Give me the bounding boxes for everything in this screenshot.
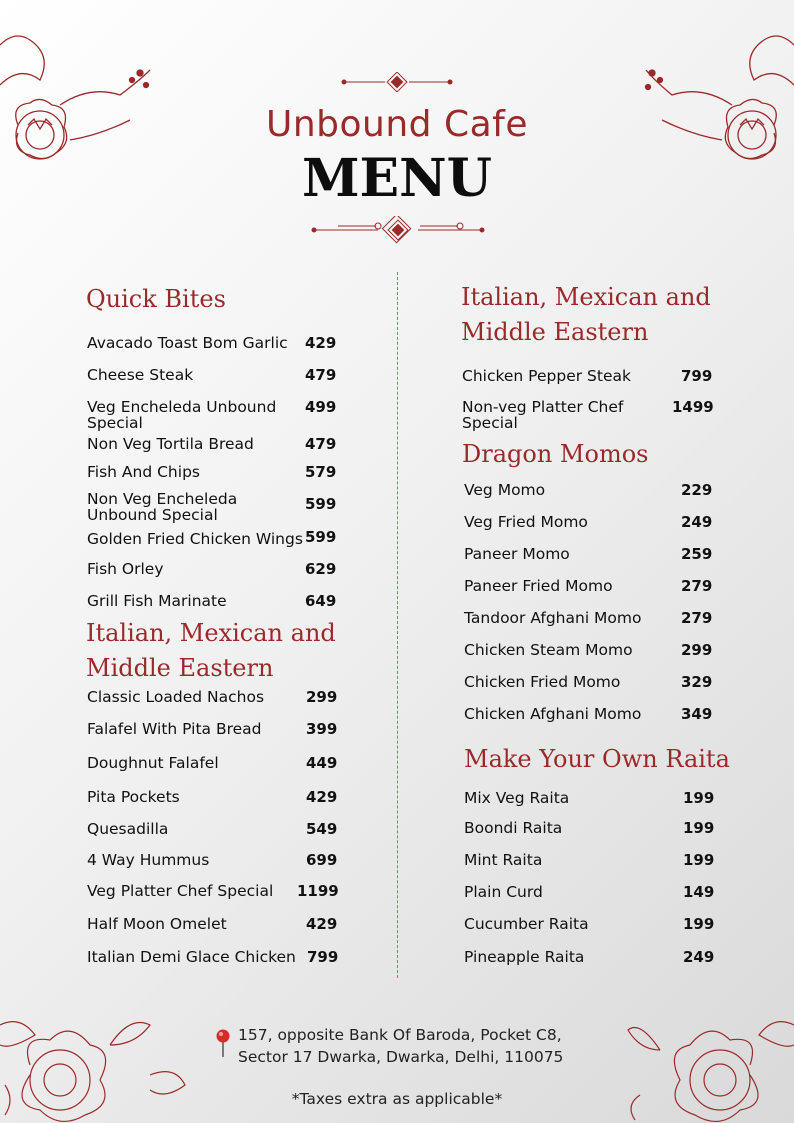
item-name: Doughnut Falafel <box>87 754 219 772</box>
item-price: 1499 <box>672 398 714 416</box>
item-name: Pineapple Raita <box>464 948 585 966</box>
item-name: Chicken Fried Momo <box>464 673 621 691</box>
item-price: 249 <box>681 513 713 531</box>
item-price: 1199 <box>297 882 339 900</box>
item-price: 349 <box>681 705 713 723</box>
item-name: Golden Fried Chicken Wings <box>87 530 303 548</box>
item-price: 429 <box>306 788 338 806</box>
item-price: 299 <box>306 688 338 706</box>
item-name: Veg Momo <box>464 481 546 499</box>
section-heading-italian-mexican <box>86 616 336 686</box>
item-price: 699 <box>306 851 338 869</box>
item-price: 429 <box>305 334 337 352</box>
address-line: Sector 17 Dwarka, Dwarka, Delhi, 110075 <box>238 1048 564 1066</box>
item-name: Chicken Steam Momo <box>464 641 633 659</box>
section-heading-raita: Make Your Own Raita <box>464 745 730 773</box>
location-pin-icon <box>215 1028 231 1058</box>
cafe-name: Unbound Cafe <box>266 104 528 145</box>
section-heading-dragon-momos: Dragon Momos <box>462 440 649 468</box>
item-price: 279 <box>681 577 713 595</box>
address <box>238 1024 563 1068</box>
item-name: Tandoor Afghani Momo <box>464 609 642 627</box>
item-price: 429 <box>306 915 338 933</box>
item-price: 479 <box>305 435 337 453</box>
heading-line: Italian, Mexican and <box>86 619 336 647</box>
item-price: 799 <box>307 948 339 966</box>
item-name: Avacado Toast Bom Garlic <box>87 334 288 352</box>
item-name: Non-veg Platter Chef Special <box>462 398 624 432</box>
section-heading-quick-bites: Quick Bites <box>86 285 226 313</box>
item-price: 199 <box>683 819 715 837</box>
item-name: Mint Raita <box>464 851 543 869</box>
item-name: Paneer Fried Momo <box>464 577 613 595</box>
item-price: 549 <box>306 820 338 838</box>
heading-line: Italian, Mexican and <box>461 283 711 311</box>
taxes-note: *Taxes extra as applicable* <box>291 1090 503 1108</box>
section-heading-italian-mexican <box>461 280 711 350</box>
item-name: Paneer Momo <box>464 545 570 563</box>
item-price: 649 <box>305 592 337 610</box>
item-name: Chicken Afghani Momo <box>464 705 642 723</box>
item-name: Grill Fish Marinate <box>87 592 227 610</box>
address-line: 157, opposite Bank Of Baroda, Pocket C8, <box>238 1026 562 1044</box>
item-name: Falafel With Pita Bread <box>87 720 262 738</box>
item-price: 399 <box>306 720 338 738</box>
item-price: 259 <box>681 545 713 563</box>
item-price: 449 <box>306 754 338 772</box>
item-price: 579 <box>305 463 337 481</box>
item-price: 149 <box>683 883 715 901</box>
item-name: 4 Way Hummus <box>87 851 210 869</box>
heading-line: Middle Eastern <box>86 654 274 682</box>
item-name: Plain Curd <box>464 883 543 901</box>
item-name: Fish And Chips <box>87 463 200 481</box>
item-price: 479 <box>305 366 337 384</box>
column-divider <box>397 272 398 978</box>
item-price: 249 <box>683 948 715 966</box>
item-name: Classic Loaded Nachos <box>87 688 265 706</box>
item-price: 299 <box>681 641 713 659</box>
item-price: 199 <box>683 915 715 933</box>
item-price: 599 <box>305 495 337 513</box>
item-price: 629 <box>305 560 337 578</box>
item-name: Veg Fried Momo <box>464 513 588 531</box>
item-price: 599 <box>305 528 337 546</box>
item-price: 199 <box>683 789 715 807</box>
item-name: Veg Encheleda Unbound Special <box>87 398 277 432</box>
item-price: 329 <box>681 673 713 691</box>
item-name: Fish Orley <box>87 560 164 578</box>
item-name: Quesadilla <box>87 820 169 838</box>
item-name: Chicken Pepper Steak <box>462 367 631 385</box>
item-name: Non Veg Tortila Bread <box>87 435 254 453</box>
item-price: 199 <box>683 851 715 869</box>
item-name: Cheese Steak <box>87 366 194 384</box>
item-name: Veg Platter Chef Special <box>87 882 274 900</box>
item-price: 499 <box>305 398 337 416</box>
diamond-ornament-icon <box>340 72 454 92</box>
item-name: Italian Demi Glace Chicken <box>87 948 296 966</box>
item-name: Cucumber Raita <box>464 915 589 933</box>
item-price: 229 <box>681 481 713 499</box>
page-title: MENU <box>301 148 493 209</box>
heading-line: Middle Eastern <box>461 318 649 346</box>
item-price: 799 <box>681 367 713 385</box>
item-name: Mix Veg Raita <box>464 789 570 807</box>
diamond-ornament-icon <box>308 216 488 244</box>
item-name: Non Veg Encheleda Unbound Special <box>87 490 238 524</box>
item-name: Boondi Raita <box>464 819 563 837</box>
item-name: Half Moon Omelet <box>87 915 227 933</box>
item-name: Pita Pockets <box>87 788 180 806</box>
item-price: 279 <box>681 609 713 627</box>
